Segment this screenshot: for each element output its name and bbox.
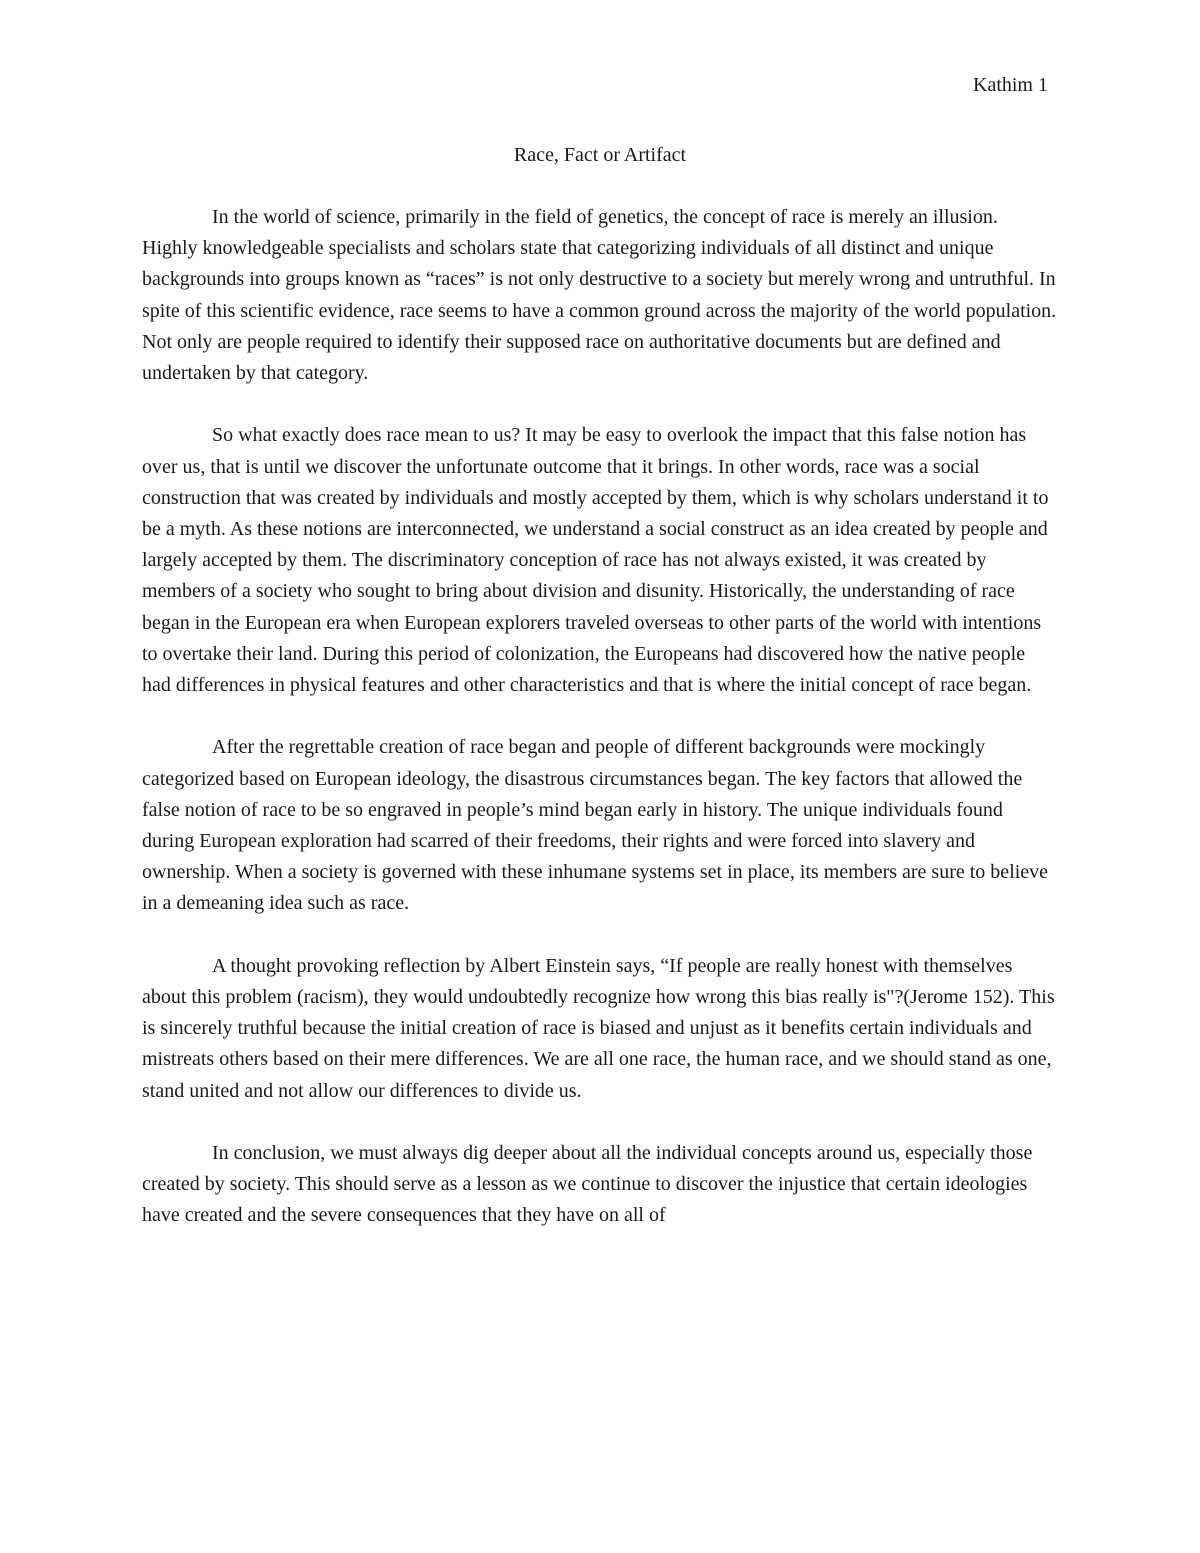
essay-title: Race, Fact or Artifact [513, 144, 687, 166]
essay-body [142, 202, 1058, 1232]
paragraph-5: In conclusion, we must always dig deeper about all the individual concepts around us, especially those created by society. This should serve as a lesson as we continue to discover the injustice that certain ideologies have created and the severe consequences that they have on all of [142, 1142, 1033, 1227]
page-header: Kathim 1 [973, 74, 1048, 96]
paragraph-4: A thought provoking reflection by Albert Einstein says, “If people are really honest with themselves about this problem (racism), they would undoubtedly recognize how wrong this bias really is"?(Jerome 152). This is sincerely truthful because the initial creation of race is biased and unjust as it benefits certain individuals and mistreats others based on their mere differences. We are all one race, the human race, and we should stand as one, stand united and not allow our differences to divide us. [142, 954, 1055, 1102]
paragraph-1: In the world of science, primarily in the field of genetics, the concept of race is merely an illusion. Highly knowledgeable specialists and scholars state that categorizing individuals of all distinct and unique backgrounds into groups known as “races” is not only destructive to a society but merely wrong and untruthful. In spite of this scientific evidence, race seems to have a common ground across the majority of the world population. Not only are people required to identify their supposed race on authoritative documents but are defined and undertaken by that category. [142, 206, 1057, 385]
paragraph-2: So what exactly does race mean to us? It may be easy to overlook the impact that this false notion has over us, that is until we discover the unfortunate outcome that it brings. In other words, race was a social construction that was created by individuals and mostly accepted by them, which is why scholars understand it to be a myth. As these notions are interconnected, we understand a social construct as an idea created by people and largely accepted by them. The discriminatory conception of race has not always existed, it was created by members of a society who sought to bring about division and disunity. Historically, the understanding of race began in the European era when European explorers traveled overseas to other parts of the world with intentions to overtake their land. During this period of colonization, the Europeans had discovered how the native people had differences in physical features and other characteristics and that is where the initial concept of race began. [142, 424, 1049, 697]
paragraph-3: After the regrettable creation of race began and people of different backgrounds were mockingly categorized based on European ideology, the disastrous circumstances began. The key factors that allowed the false notion of race to be so engraved in people’s mind began early in history. The unique individuals found during European exploration had scarred of their freedoms, their rights and were forced into slavery and ownership. When a society is governed with these inhumane systems set in place, its members are sure to believe in a demeaning idea such as race. [142, 736, 1049, 915]
